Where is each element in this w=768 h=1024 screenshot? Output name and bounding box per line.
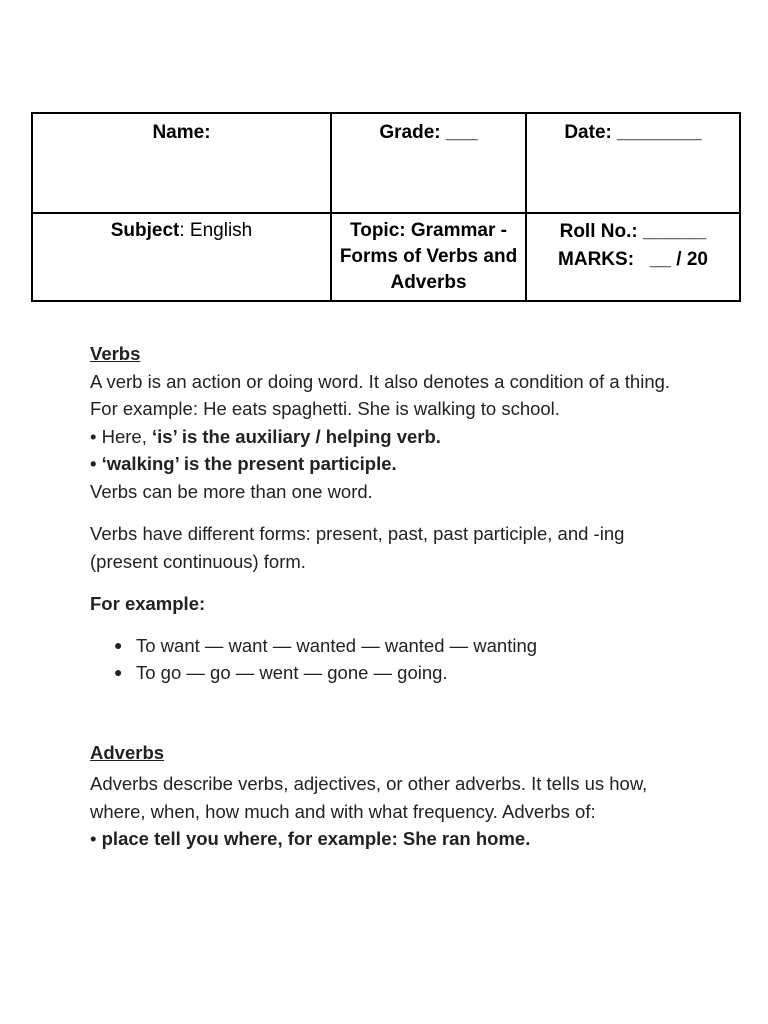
participle-note: • ‘walking’ is the present participle. (90, 453, 397, 474)
roll-marks-cell (526, 213, 740, 301)
helping-verb-prefix: • Here, (90, 425, 152, 447)
marks-label: MARKS: __ / 20 (558, 249, 708, 270)
list-item: ● To go — go — went — gone — going. (136, 659, 680, 687)
subject-value: : English (179, 220, 253, 241)
verbs-heading: Verbs (90, 343, 141, 364)
verbs-definition: A verb is an action or doing word. It also denotes a condition of a thing. (90, 370, 671, 392)
grade-cell: Grade: ___ (331, 113, 526, 213)
adverb-place-note (90, 825, 680, 853)
adverbs-definition: Adverbs describe verbs, adjectives, or other adverbs. It tells us how, where, when, how much and with what frequency. Adverbs of: (90, 773, 648, 822)
header-table (31, 112, 741, 302)
worksheet-content (90, 340, 680, 853)
date-cell: Date: ________ (526, 113, 740, 213)
adverb-place-bold: place tell you where, for example: She ran home. (101, 828, 531, 849)
list-item: ● To want — want — wanted — wanted — wanting (136, 632, 680, 660)
subject-label: Subject (110, 220, 180, 241)
verbs-example: For example: He eats spaghetti. She is walking to school. (90, 398, 560, 419)
helping-verb-note (90, 423, 680, 451)
adverbs-heading: Adverbs (90, 741, 165, 763)
more-than-one-word: Verbs can be more than one word. (90, 480, 373, 502)
topic-cell: Topic: Grammar - Forms of Verbs and Adverbs (331, 213, 526, 301)
subject-cell (32, 213, 331, 301)
roll-number-label: Roll No.: ______ (559, 221, 707, 242)
verb-examples-list (90, 632, 680, 687)
name-cell: Name: (32, 113, 331, 213)
verb-forms: Verbs have different forms: present, past, past participle, and -ing (present continuous) form. (90, 523, 625, 572)
adverb-place-prefix: • (90, 828, 102, 849)
for-example-label: For example: (90, 593, 206, 614)
adverbs-section (90, 739, 680, 853)
helping-verb-bold: ‘is’ is the auxiliary / helping verb. (152, 425, 441, 447)
